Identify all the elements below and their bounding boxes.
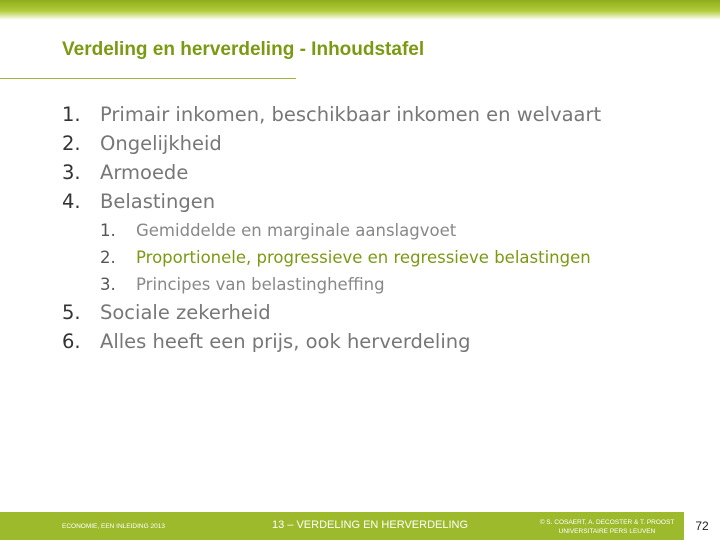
list-item-number: 1. (62, 103, 81, 126)
sub-list-item-text: Gemiddelde en marginale aanslagvoet (136, 221, 457, 240)
footer-course-title: ECONOMIE, EEN INLEIDING 2013 (62, 523, 165, 530)
footer-copyright-authors: © S. COSAERT, A. DECOSTER & T. PROOST (539, 519, 675, 526)
list-item-number: 2. (62, 132, 81, 155)
footer-chapter-title: 13 – VERDELING EN HERVERDELING (272, 519, 469, 531)
list-item-number: 5. (62, 301, 81, 324)
sub-list-item-number: 2. (100, 248, 116, 267)
list-item-number: 6. (62, 330, 81, 353)
top-accent-bar (0, 0, 720, 20)
list-item-text: Alles heeft een prijs, ook herverdeling (100, 330, 471, 353)
footer-copyright-publisher: UNIVERSITAIRE PERS LEUVEN (558, 528, 656, 535)
footer-copyright (532, 518, 682, 536)
page-number: 72 (684, 512, 720, 540)
list-item-number: 4. (62, 190, 81, 213)
list-item-text: Ongelijkheid (100, 132, 222, 155)
sub-list-item-number: 1. (100, 221, 116, 240)
title-divider (0, 78, 296, 79)
list-item-text: Sociale zekerheid (100, 301, 271, 324)
sub-list-item-number: 3. (100, 275, 116, 294)
list-item-text: Primair inkomen, beschikbaar inkomen en welvaart (100, 103, 602, 126)
sub-list-item-text: Principes van belastingheffing (136, 275, 385, 294)
list-item-number: 3. (62, 161, 81, 184)
footer-bar (0, 512, 720, 540)
list-item-text: Armoede (100, 161, 189, 184)
slide-title: Verdeling en herverdeling - Inhoudstafel (62, 39, 425, 60)
sub-list-item-text: Proportionele, progressieve en regressieve belastingen (136, 248, 591, 267)
list-item-text: Belastingen (100, 190, 216, 213)
